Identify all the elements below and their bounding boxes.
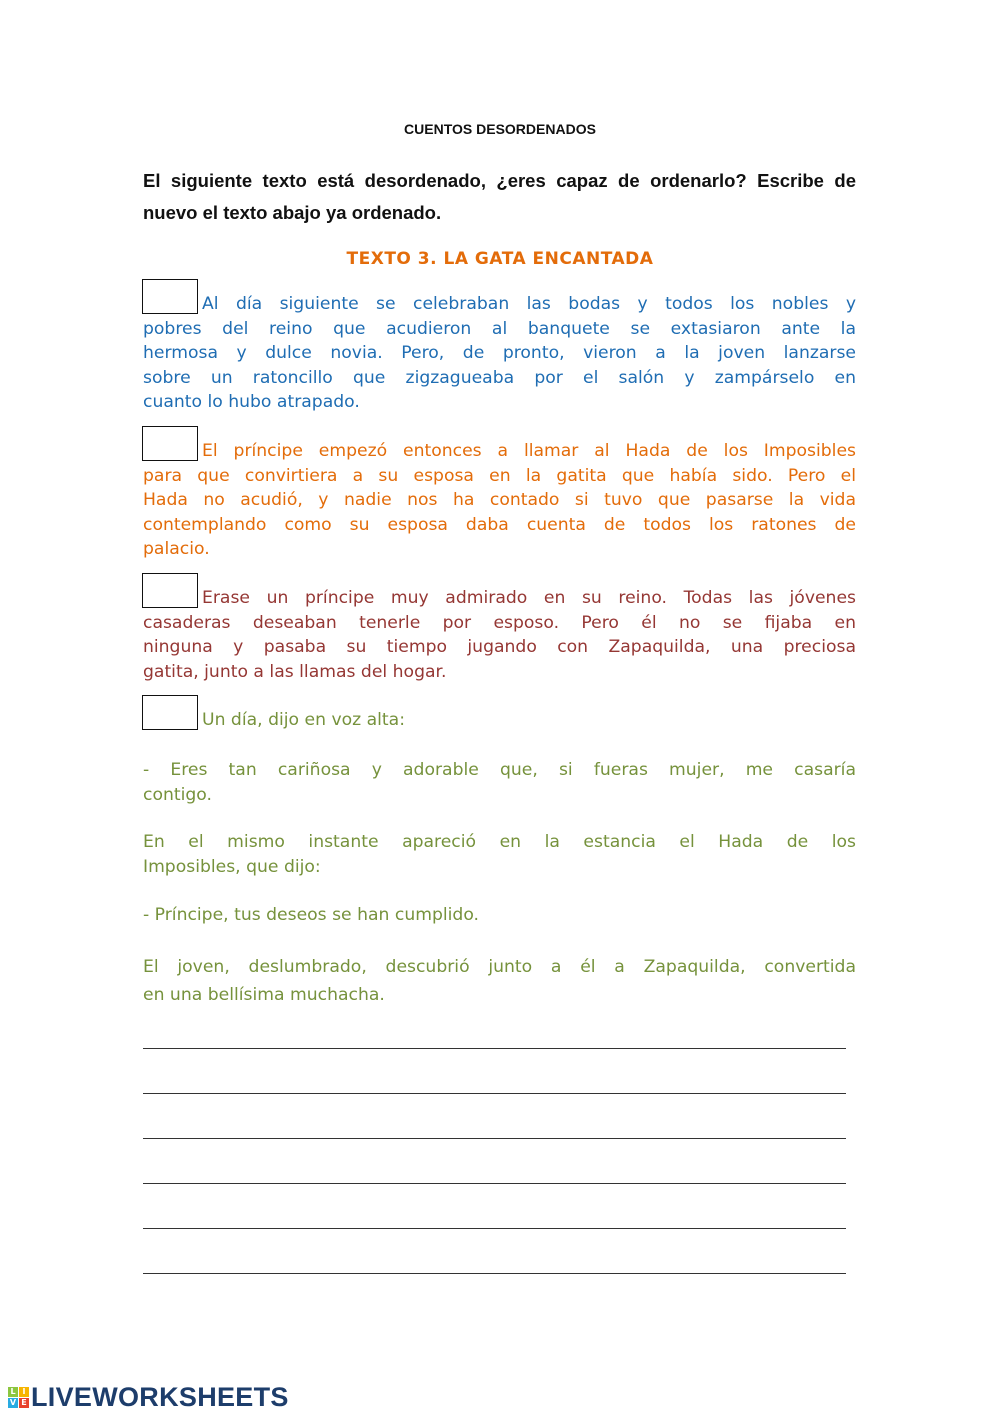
logo-icon: L I V E (8, 1387, 29, 1408)
paragraph-line: contigo. (143, 784, 212, 805)
paragraph (143, 439, 856, 562)
paragraph-line: palacio. (143, 539, 210, 559)
paragraph-line: contemplando como su esposa daba cuenta de todos los ratones de (143, 514, 856, 535)
paragraph-line: Erase un príncipe muy admirado en su reino. Todas las jóvenes (202, 588, 856, 608)
paragraph (143, 953, 856, 1009)
paragraph (143, 903, 856, 928)
paragraph-line: hermosa y dulce novia. Pero, de pronto, vieron a la joven lanzarse (143, 343, 856, 363)
paragraph-line: sobre un ratoncillo que zigzagueaba por el salón y zampárselo en (143, 367, 856, 388)
paragraph-line: El príncipe empezó entonces a llamar al Hada de los Imposibles (202, 441, 856, 461)
paragraph-line: Al día siguiente se celebraban las bodas y todos los nobles y (202, 294, 856, 314)
answer-line[interactable] (143, 1255, 846, 1274)
worksheet-title: CUENTOS DESORDENADOS (404, 121, 596, 137)
answer-line[interactable] (143, 1210, 846, 1229)
answer-line[interactable] (143, 1120, 846, 1139)
paragraph-line: para que convirtiera a su esposa en la gatita que había sido. Pero el (143, 465, 856, 486)
answer-line[interactable] (143, 1165, 846, 1184)
paragraph-line: cuanto lo hubo atrapado. (143, 392, 360, 412)
paragraph (143, 758, 856, 807)
paragraph (143, 830, 856, 879)
answer-line[interactable] (143, 1075, 846, 1094)
paragraph-line: En el mismo instante apareció en la estancia el Hada de los (143, 832, 856, 852)
paragraph-line: ninguna y pasaba su tiempo jugando con Zapaquilda, una preciosa (143, 637, 856, 657)
paragraph-line: en una bellísima muchacha. (143, 985, 385, 1005)
paragraph-line: casaderas deseaban tenerle por esposo. Pero él no se fijaba en (143, 612, 856, 633)
paragraph-line: El joven, deslumbrado, descubrió junto a él a Zapaquilda, convertida (143, 957, 856, 977)
paragraph-line: Hada no acudió, y nadie nos ha contado si tuvo que pasarse la vida (143, 490, 856, 510)
paragraph-line: - Príncipe, tus deseos se han cumplido. (143, 905, 480, 925)
paragraph-line: gatita, junto a las llamas del hogar. (143, 661, 447, 682)
liveworksheets-logo (8, 1382, 289, 1413)
story-heading: TEXTO 3. LA GATA ENCANTADA (346, 249, 654, 269)
instructions: El siguiente texto está desordenado, ¿eres capaz de ordenarlo? Escribe de nuevo el texto abajo ya ordenado. (143, 170, 856, 223)
paragraph (143, 292, 856, 415)
paragraph (143, 586, 856, 684)
logo-text: LIVEWORKSHEETS (31, 1382, 289, 1412)
paragraph-line: Un día, dijo en voz alta: (202, 710, 405, 730)
paragraph-line: - Eres tan cariñosa y adorable que, si fueras mujer, me casaría (143, 760, 856, 780)
paragraph (143, 708, 856, 733)
paragraph-line: pobres del reino que acudieron al banquete se extasiaron ante la (143, 318, 856, 339)
paragraph-line: Imposibles, que dijo: (143, 856, 321, 877)
answer-line[interactable] (143, 1030, 846, 1049)
